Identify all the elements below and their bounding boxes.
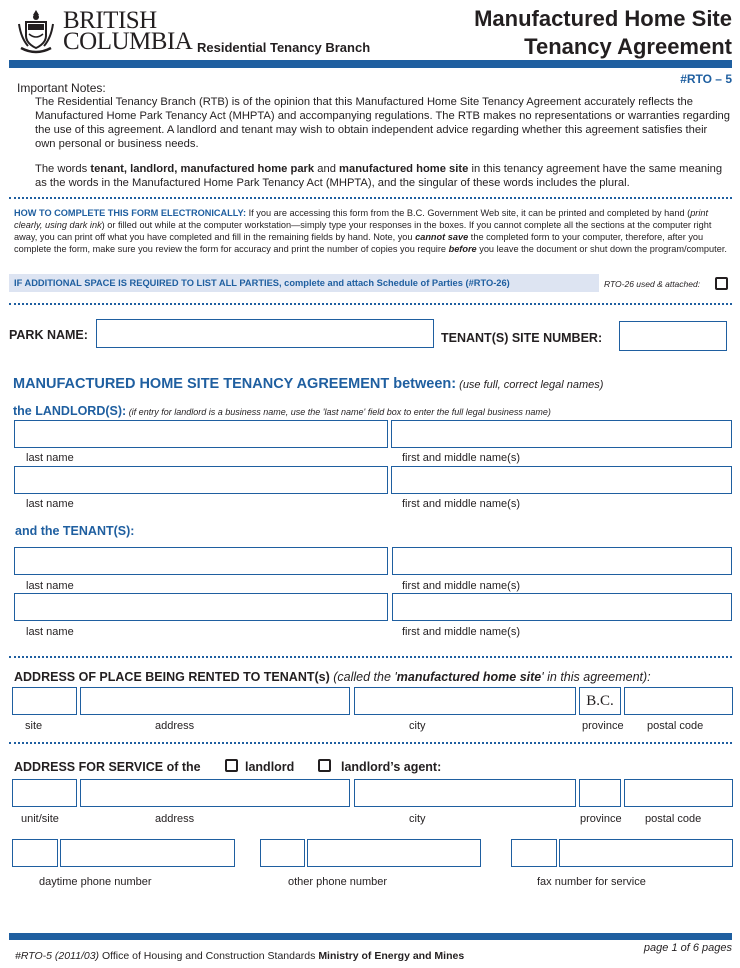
rto26-label: RTO-26 used & attached: <box>604 279 701 289</box>
tenant-1-first-name-input[interactable] <box>392 547 732 575</box>
service-province-input[interactable] <box>579 779 621 807</box>
last-name-label: last name <box>26 498 74 510</box>
divider <box>9 656 732 658</box>
first-middle-label: first and middle name(s) <box>402 626 520 638</box>
site-number-label: TENANT(S) SITE NUMBER: <box>441 331 603 345</box>
daytime-phone-area-input[interactable] <box>12 839 58 867</box>
document-title: Manufactured Home Site Tenancy Agreement <box>474 6 732 59</box>
unit-site-label: unit/site <box>21 813 59 825</box>
rented-province-input[interactable]: B.C. <box>579 687 621 715</box>
fax-number-input[interactable] <box>559 839 733 867</box>
divider <box>9 742 732 744</box>
rented-city-input[interactable] <box>354 687 576 715</box>
landlord-1-first-name-input[interactable] <box>391 420 732 448</box>
first-middle-label: first and middle name(s) <box>402 452 520 464</box>
last-name-label: last name <box>26 626 74 638</box>
landlord-agent-checkbox[interactable] <box>318 759 331 772</box>
site-label: site <box>25 720 43 732</box>
howto-instructions: HOW TO COMPLETE THIS FORM ELECTRONICALLY: If you are accessing this form from the B.C. Government Web site, it can be printed and completed by hand (print clearly, using dark ink) or filled out while at the computer workstation—simply type your responses in the boxes. If you cannot complete all the sections at the computer right away, you can print off what you have completed and fill in the remaining fields by hand. Note, you cannot save the completed form to your computer, therefore, after you complete the form, make sure you review the form for accuracy and print the number of copies you require before you leave the document or shut down the program/computer. <box>14 208 727 254</box>
notes-label: Important Notes: <box>17 81 106 95</box>
city-label: city <box>409 813 426 825</box>
form-id: #RTO – 5 <box>680 72 732 86</box>
service-address-heading: ADDRESS FOR SERVICE of the <box>14 760 201 774</box>
daytime-phone-label: daytime phone number <box>39 876 152 888</box>
site-number-input[interactable] <box>619 321 727 351</box>
tenants-heading: and the TENANT(S): <box>15 524 135 538</box>
daytime-phone-number-input[interactable] <box>60 839 235 867</box>
footer-rule <box>9 933 732 940</box>
service-address-input[interactable] <box>80 779 350 807</box>
page-number: page 1 of 6 pages <box>643 942 732 954</box>
province-label: province <box>580 813 622 825</box>
service-city-input[interactable] <box>354 779 576 807</box>
rto26-checkbox[interactable] <box>715 277 728 290</box>
landlord-1-last-name-input[interactable] <box>14 420 388 448</box>
address-label: address <box>155 813 195 825</box>
first-middle-label: first and middle name(s) <box>402 498 520 510</box>
fax-area-input[interactable] <box>511 839 557 867</box>
footer-info: #RTO-5 (2011/03) Office of Housing and Construction Standards Ministry of Energy and Mines <box>15 950 465 962</box>
service-unit-input[interactable] <box>12 779 77 807</box>
landlord-option-label: landlord <box>245 760 295 774</box>
header-rule <box>9 60 732 68</box>
landlord-agent-option-label: landlord’s agent: <box>341 760 442 774</box>
additional-space-text: IF ADDITIONAL SPACE IS REQUIRED TO LIST ALL PARTIES, complete and attach Schedule of Parties (#RTO-26) <box>14 278 510 288</box>
last-name-label: last name <box>26 580 74 592</box>
city-label: city <box>409 720 426 732</box>
bc-wordmark: BRITISH COLUMBIA <box>63 7 193 55</box>
landlords-heading: the LANDLORD(S): (if entry for landlord is a business name, use the 'last name' field box to enter the full legal business name) <box>13 404 551 418</box>
landlord-2-first-name-input[interactable] <box>391 466 732 494</box>
notes-paragraph-1: The Residential Tenancy Branch (RTB) is of the opinion that this Manufactured Home Site Tenancy Agreement accurately reflects the Manufactured Home Park Tenancy Act (MHPTA) and accompanying regulations. The RTB makes no representations or warranties regarding the use of this agreement. A landlord and tenant may wish to obtain independent advice regarding whether this agreement satisfies their own personal or business needs. <box>35 96 730 150</box>
divider <box>9 303 732 305</box>
divider <box>9 197 732 199</box>
last-name-label: last name <box>26 452 74 464</box>
tenant-2-first-name-input[interactable] <box>392 593 732 621</box>
other-phone-label: other phone number <box>288 876 388 888</box>
other-phone-number-input[interactable] <box>307 839 481 867</box>
park-name-label: PARK NAME: <box>9 328 88 342</box>
fax-label: fax number for service <box>537 876 646 888</box>
postal-code-label: postal code <box>647 720 704 732</box>
landlord-2-last-name-input[interactable] <box>14 466 388 494</box>
agreement-heading: MANUFACTURED HOME SITE TENANCY AGREEMENT between: (use full, correct legal names) <box>13 376 604 392</box>
tenant-2-last-name-input[interactable] <box>14 593 388 621</box>
rented-site-input[interactable] <box>12 687 77 715</box>
province-label: province <box>582 720 624 732</box>
notes-paragraph-2: The words tenant, landlord, manufactured home park and manufactured home site in this tenancy agreement have the same meaning as the words in the Manufactured Home Park Tenancy Act (MHPTA), and the singular of these words includes the plural. <box>35 163 723 189</box>
bc-crest-logo <box>16 8 56 54</box>
rented-postal-code-input[interactable] <box>624 687 733 715</box>
rented-address-heading: ADDRESS OF PLACE BEING RENTED TO TENANT(s) (called the 'manufactured home site' in this agreement): <box>14 670 651 684</box>
tenant-1-last-name-input[interactable] <box>14 547 388 575</box>
postal-code-label: postal code <box>645 813 702 825</box>
service-postal-code-input[interactable] <box>624 779 733 807</box>
first-middle-label: first and middle name(s) <box>402 580 520 592</box>
rented-address-input[interactable] <box>80 687 350 715</box>
branch-name: Residential Tenancy Branch <box>197 40 371 55</box>
address-label: address <box>155 720 195 732</box>
landlord-checkbox[interactable] <box>225 759 238 772</box>
other-phone-area-input[interactable] <box>260 839 305 867</box>
park-name-input[interactable] <box>96 319 434 348</box>
